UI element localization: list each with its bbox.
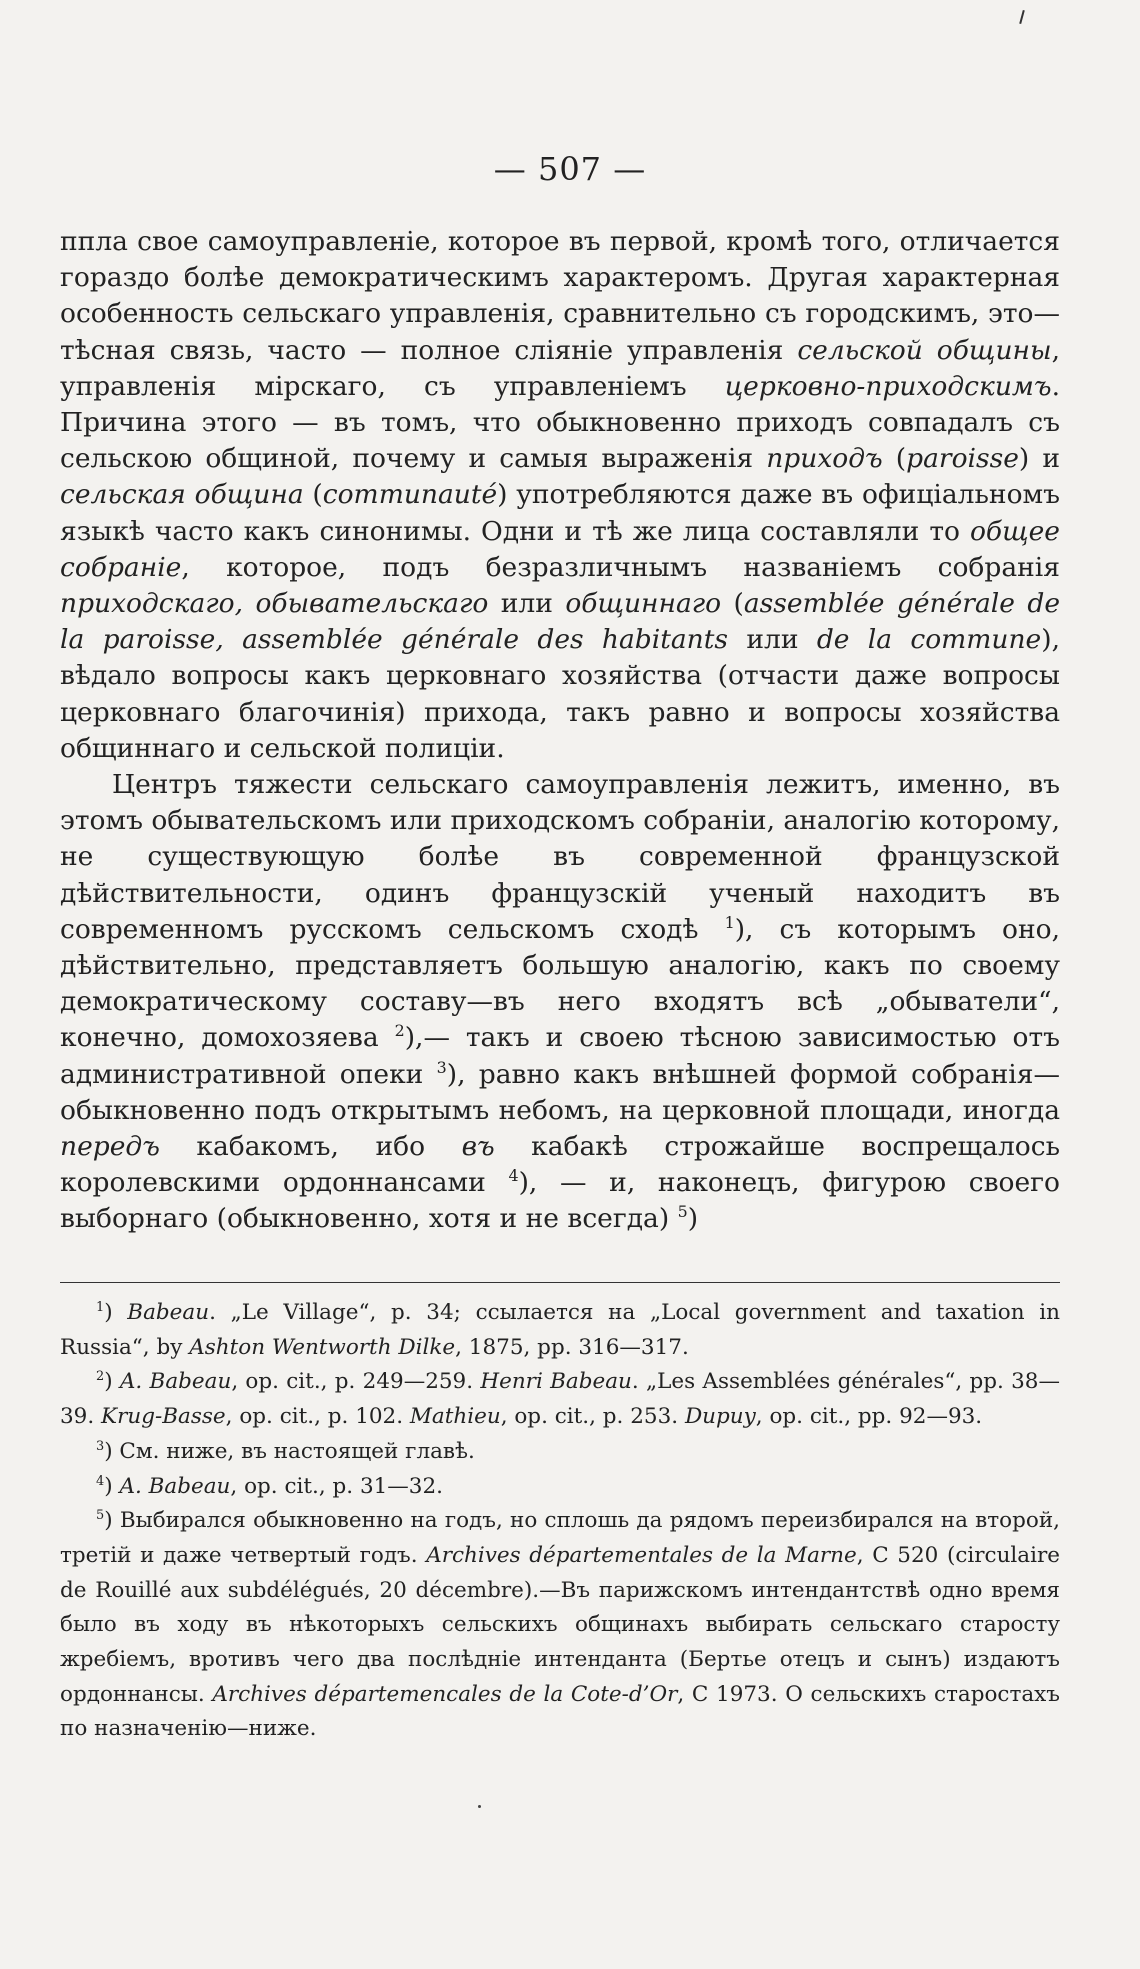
emphasis: сельской общины xyxy=(797,334,1052,366)
emphasis: передъ xyxy=(60,1131,160,1163)
emphasis: въ xyxy=(461,1131,495,1163)
paragraph-2: Центръ тяжести сельскаго самоуправленія лежитъ, именно, въ этомъ обывательскомъ или приходскомъ собраніи, аналогію которому, не существующую болѣе въ современной французской дѣйствительности, одинъ французскій ученый находитъ въ современномъ русскомъ сельскомъ сходѣ $^1$), съ которымъ оно, дѣйствительно, представляетъ большую аналогію, какъ по своему демократическому составу—въ него входятъ всѣ „обыватели“, конечно, домохозяева $^2$),— такъ и своею тѣсною зависимостью отъ административной опеки $^3$), равно какъ внѣшней формой собранія—обыкновенно подъ открытымъ небомъ, на церковной площади, иногда передъ кабакомъ, ибо въ кабакѣ строжайше воспрещалось королевскими ордоннансами $^4$), — и, наконецъ, фигурою своего выборнаго (обыкновенно, хотя и не всегда) $^5$) xyxy=(60,769,1061,1235)
footnote-ref-2: 2 xyxy=(394,1021,405,1041)
emphasis: de la commune xyxy=(816,624,1042,656)
footnote-ref-4: 4 xyxy=(508,1166,519,1186)
footnote-divider xyxy=(60,1282,1060,1283)
emphasis: общее собраніе xyxy=(60,515,1060,583)
footnote-ref-5: 5 xyxy=(677,1202,688,1222)
footnote-3: $^3$) См. ниже, въ настоящей главѣ. xyxy=(96,1438,475,1464)
stray-ink-dot xyxy=(478,1805,481,1808)
emphasis: общиннаго xyxy=(565,588,722,620)
paragraph-1: ппла свое самоуправленіе, которое въ первой, кромѣ того, отличается гораздо болѣе демократическимъ характеромъ. Другая характерная особенность сельскаго управленія, сравнительно съ городскимъ, это— тѣсная связь, часто — полное сліяніе управленія сельской общины, управленія мірскаго, съ управленіемъ церковно-приходскимъ. Причина этого — въ томъ, что обыкновенно приходъ совпадалъ съ сельскою общиной, почему и самыя выраженія приходъ (paroisse) и сельская община (communauté) употребляются даже въ офиціальномъ языкѣ часто какъ синонимы. Одни и тѣ же лица составляли то общее собраніе, которое, подъ безразличнымъ названіемъ собранія приходскаго, обывательскаго или общиннаго (assemblée générale de la paroisse, assemblée générale des habitants или de la commune), вѣдало вопросы какъ церковнаго хозяйства (отчасти даже вопросы церковнаго благочинія) прихода, такъ равно и вопросы хозяйства общиннаго и сельской полиціи. xyxy=(60,226,1061,764)
emphasis: сельская община xyxy=(60,479,304,511)
stray-ink-mark xyxy=(1019,10,1025,24)
footnote-4: $^4$) A. Babeau, op. cit., p. 31—32. xyxy=(96,1473,443,1499)
emphasis: paroisse xyxy=(906,443,1019,475)
footnote-5: $^5$) Выбирался обыкновенно на годъ, но сплошь да рядомъ переизбирался на второй, третій и даже четвертый годъ. Archives départementales de la Marne, C 520 (circulaire de Rouillé aux subdélégués, 20 décembre).—Въ парижскомъ интендантствѣ одно время было въ ходу въ нѣкоторыхъ сельскихъ общинахъ выбирать сельскаго старосту жребіемъ, вротивъ чего два послѣдніе интенданта (Бертье отецъ и сынъ) издаютъ ордоннансы. Archives départemencales de la Cote-d’Or, C 1973. О сельскихъ старостахъ по назначенію—ниже. xyxy=(60,1508,1060,1742)
emphasis: приходъ xyxy=(766,443,883,475)
page-number: — 507 — xyxy=(493,150,647,188)
emphasis: церковно-приходскимъ xyxy=(724,370,1052,402)
main-text xyxy=(60,224,1060,1238)
footnotes xyxy=(60,1296,1060,1747)
emphasis: приходскаго, обывательскаго xyxy=(60,588,489,620)
emphasis: assemblée générale de la paroisse, assemblée générale des habitants xyxy=(60,588,1060,656)
emphasis: communauté xyxy=(322,479,498,511)
footnote-1: $^1$) Babeau. „Le Village“, p. 34; ссылается на „Local government and taxation in Russia“, by Ashton Wentworth Dilke, 1875, pp. 316—317. xyxy=(60,1299,1060,1360)
footnote-ref-1: 1 xyxy=(724,913,735,933)
footnote-ref-3: 3 xyxy=(436,1057,447,1077)
footnote-2: $^2$) A. Babeau, op. cit., p. 249—259. Henri Babeau. „Les Assemblées générales“, pp. 38—39. Krug-Basse, op. cit., p. 102. Mathieu, op. cit., p. 253. Dupuy, op. cit., pp. 92—93. xyxy=(60,1369,1060,1430)
